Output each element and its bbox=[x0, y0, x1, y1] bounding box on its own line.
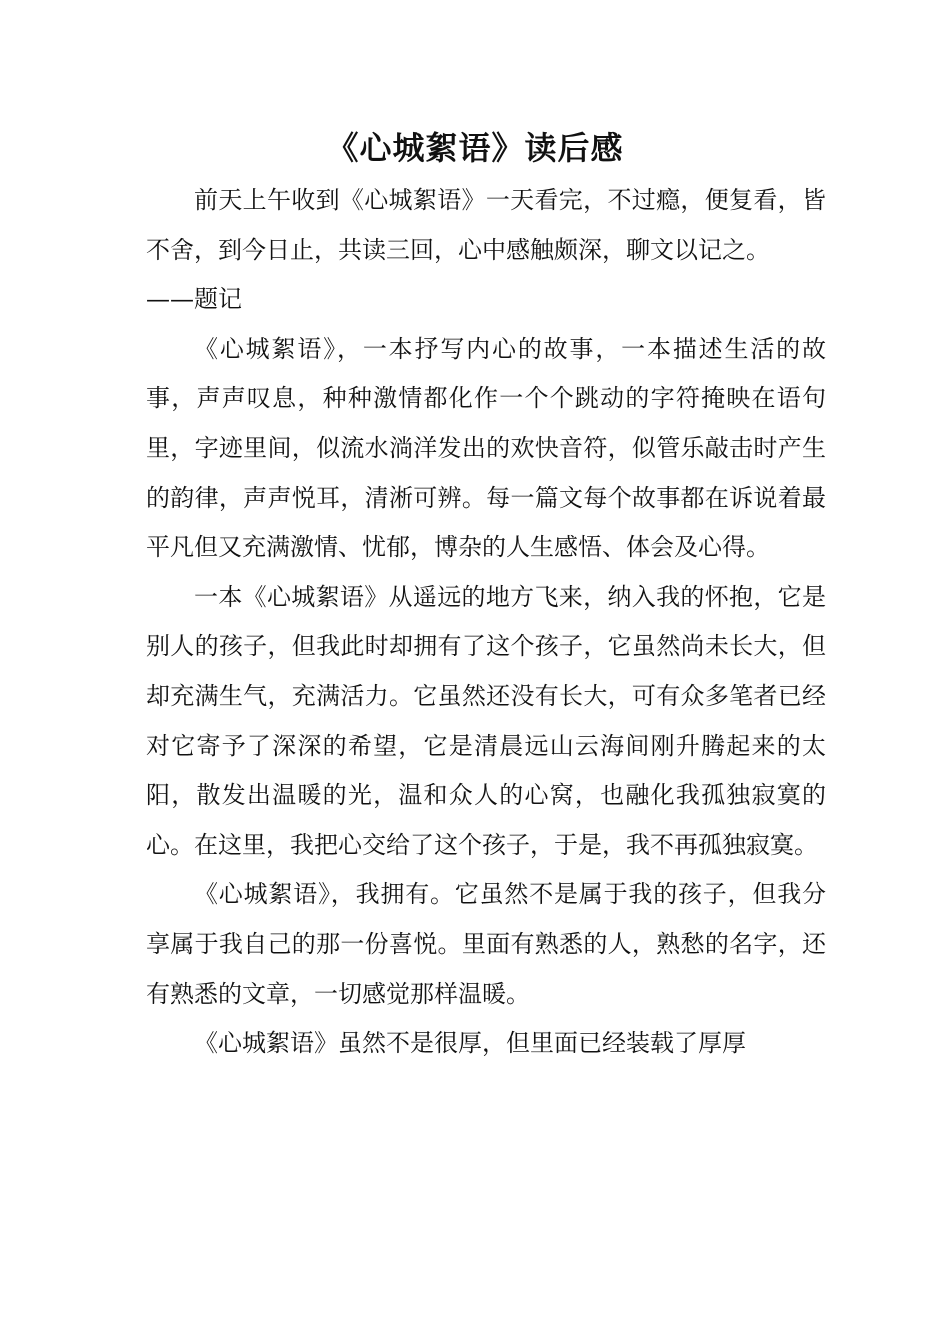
paragraph-epigraph-signature: ——题记 bbox=[146, 285, 242, 314]
paragraph-body: 《心城絮语》，一本抒写内心的故事，一本描述生活的故事，声声叹息，种种激情都化作一个个跳动的字符掩映在语句里，字迹里间，似流水淌洋发出的欢快音符，似管乐敲击时产生的韵律，声声悦耳，清淅可辨。每一篇文每个故事都在诉说着最平凡但又充满激情、忧郁，博杂的人生感悟、体会及心得。 bbox=[146, 334, 826, 562]
paragraph-body: 《心城絮语》虽然不是很厚，但里面已经装载了厚厚 bbox=[194, 1029, 746, 1058]
paragraph-intro: 前天上午收到《心城絮语》一天看完，不过瘾，便复看，皆不舍，到今日止，共读三回，心中感触颇深，聊文以记之。 bbox=[146, 186, 826, 264]
document-body bbox=[146, 176, 826, 1069]
paragraph-body: 《心城絮语》，我拥有。它虽然不是属于我的孩子，但我分享属于我自己的那一份喜悦。里面有熟悉的人，熟愁的名字，还有熟悉的文章，一切感觉那样温暖。 bbox=[146, 880, 826, 1008]
paragraph-body: 一本《心城絮语》从遥远的地方飞来，纳入我的怀抱，它是别人的孩子，但我此时却拥有了这个孩子，它虽然尚未长大，但却充满生气，充满活力。它虽然还没有长大，可有众多笔者已经对它寄予了深深的希望，它是清晨远山云海间刚升腾起来的太阳，散发出温暖的光，温和众人的心窝，也融化我孤独寂寞的心。在这里，我把心交给了这个孩子，于是，我不再孤独寂寞。 bbox=[146, 582, 826, 859]
page-title: 《心城絮语》读后感 bbox=[326, 129, 624, 167]
